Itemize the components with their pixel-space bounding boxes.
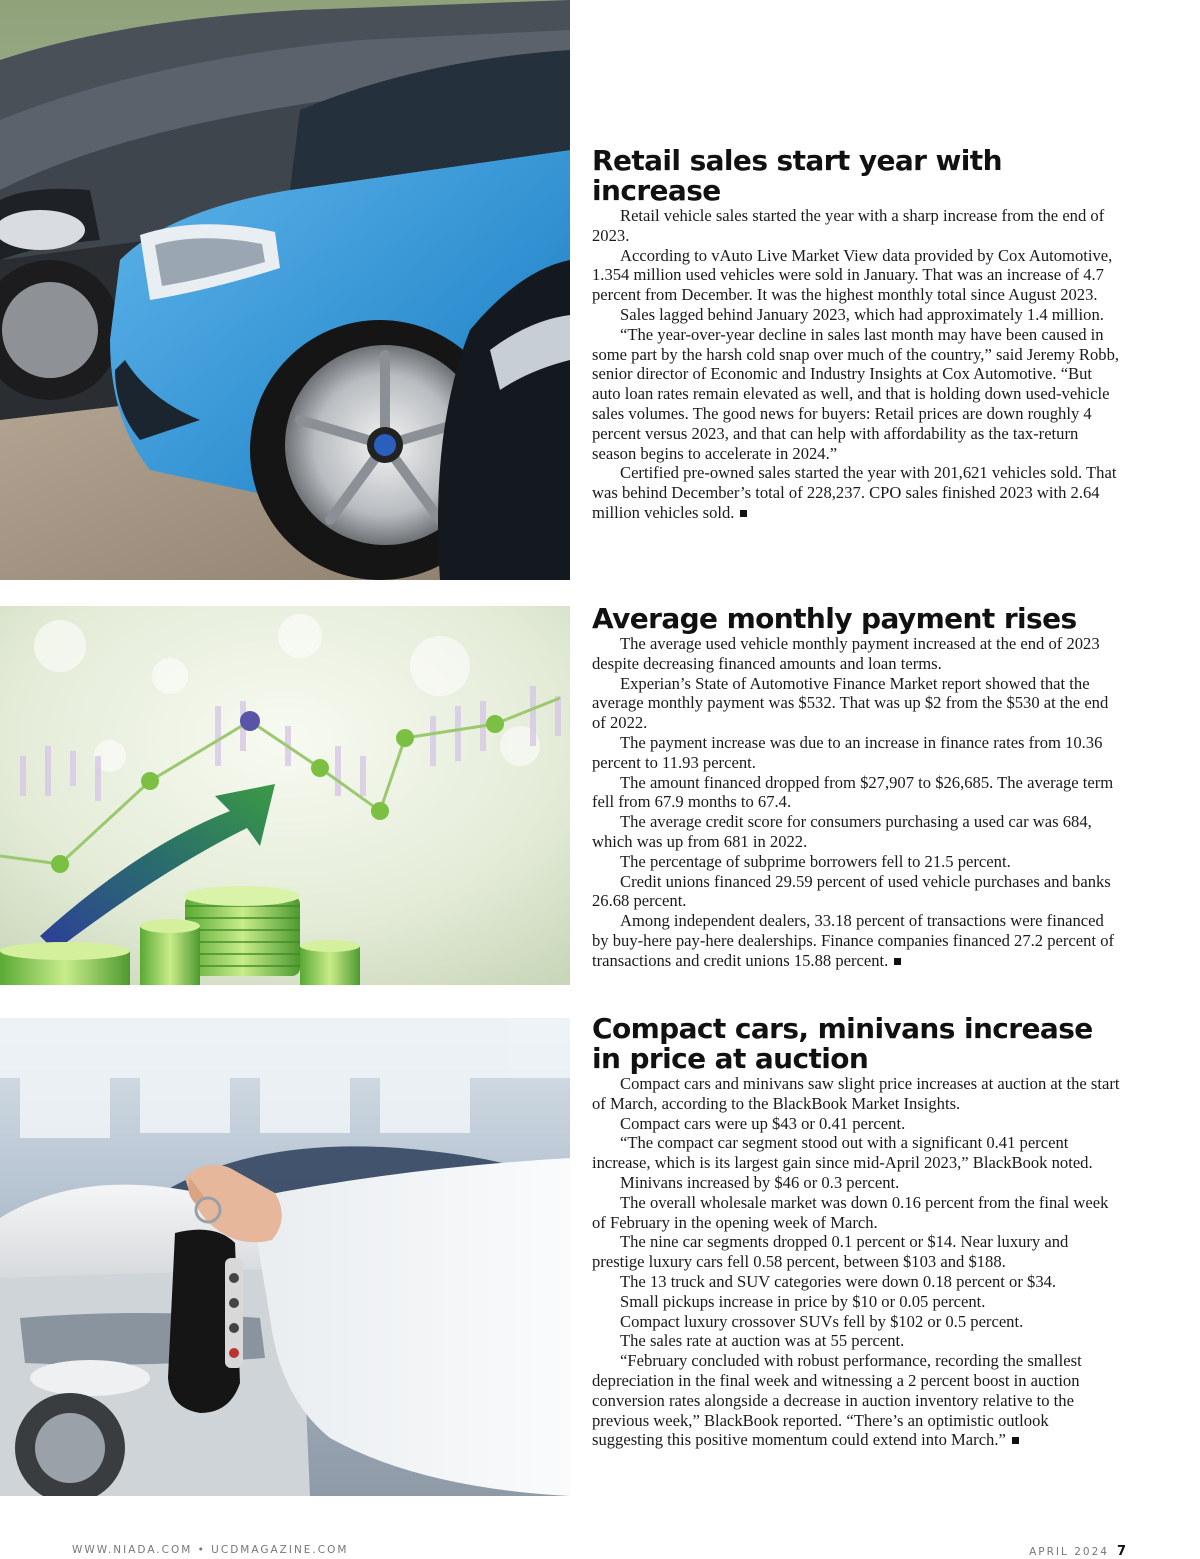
paragraph-text: Among independent dealers, 33.18 percent of transactions were financed by buy-here pay-here dealerships. Finance companies financed 27.2 percent of transactions and credit unions 15.88 percent. <box>592 911 1115 970</box>
article-retail-sales <box>592 146 1122 523</box>
paragraph: Experian’s State of Automotive Finance Market report showed that the average monthly payment was $532. That was up $2 from the $530 at the end of 2022. <box>592 673 1109 733</box>
paragraph: “The year-over-year decline in sales last month may have been caused in some part by the harsh cold snap over much of the country,” said Jeremy Robb, senior director of Economic and Industry Insights at Cox Automotive. “But auto loan rates remain elevated as well, and that is holding down used-vehicle sales volumes. The good news for buyers: Retail prices are down roughly 4 percent versus 2023, and that can help with affordability as the tax-return season begins to accelerate in 2024.” <box>592 324 1120 463</box>
article-headline: Average monthly payment rises <box>592 602 1077 635</box>
paragraph: Credit unions financed 29.59 percent of used vehicle purchases and banks 26.68 percent. <box>592 871 1111 911</box>
end-mark-icon <box>740 510 747 517</box>
paragraph: Small pickups increase in price by $10 or 0.05 percent. <box>620 1291 986 1311</box>
end-mark-icon <box>1012 1437 1019 1444</box>
paragraph-last <box>592 911 1122 970</box>
parked-cars-photo <box>0 0 570 580</box>
paragraph: Retail vehicle sales started the year with a sharp increase from the end of 2023. <box>592 206 1105 245</box>
paragraph: Compact cars were up $43 or 0.41 percent. <box>620 1113 906 1133</box>
paragraph: The percentage of subprime borrowers fell to 21.5 percent. <box>620 851 1011 871</box>
paragraph: The average used vehicle monthly payment increased at the end of 2023 despite decreasing financed amounts and loan terms. <box>592 634 1100 673</box>
paragraph: Minivans increased by $46 or 0.3 percent. <box>620 1172 900 1192</box>
paragraph: Sales lagged behind January 2023, which had approximately 1.4 million. <box>620 304 1104 324</box>
footer-website-link[interactable]: WWW.NIADA.COM • UCDMAGAZINE.COM <box>72 1544 349 1556</box>
article-auction-prices <box>592 1014 1122 1450</box>
article-headline: Compact cars, minivans increase in price at auction <box>592 1012 1093 1075</box>
paragraph: Compact luxury crossover SUVs fell by $102 or 0.5 percent. <box>620 1311 1024 1331</box>
page-number: 7 <box>1116 1544 1126 1559</box>
paragraph: The 13 truck and SUV categories were down 0.18 percent or $34. <box>620 1271 1057 1291</box>
footer-issue-info <box>1029 1544 1126 1559</box>
car-key-showroom-photo <box>0 1018 570 1496</box>
article-monthly-payment <box>592 604 1122 971</box>
article-headline: Retail sales start year with increase <box>592 144 1002 207</box>
issue-date: APRIL 2024 <box>1029 1546 1109 1558</box>
paragraph: “The compact car segment stood out with a significant 0.41 percent increase, which is its largest gain since mid-April 2023,” BlackBook noted. <box>592 1133 1093 1173</box>
article-body <box>592 206 1122 523</box>
paragraph-last <box>592 463 1122 522</box>
paragraph: The amount financed dropped from $27,907 to $26,685. The average term fell from 67.9 months to 67.4. <box>592 772 1114 812</box>
paragraph: The sales rate at auction was at 55 percent. <box>620 1331 905 1351</box>
paragraph: The overall wholesale market was down 0.16 percent from the final week of February in the opening week of March. <box>592 1192 1109 1232</box>
end-mark-icon <box>894 958 901 965</box>
paragraph-last <box>592 1351 1122 1450</box>
paragraph: Compact cars and minivans saw slight price increases at auction at the start of March, according to the BlackBook Market Insights. <box>592 1074 1120 1113</box>
paragraph: The average credit score for consumers purchasing a used car was 684, which was up from 681 in 2022. <box>592 812 1092 851</box>
paragraph: The nine car segments dropped 0.1 percent or $14. Near luxury and prestige luxury cars fell 0.58 percent, between $103 and $188. <box>592 1232 1069 1272</box>
article-body <box>592 634 1122 971</box>
paragraph: The payment increase was due to an increase in finance rates from 10.36 percent to 11.93 percent. <box>592 732 1103 772</box>
paragraph-text: “February concluded with robust performance, recording the smallest depreciation in the final week and witnessing a 2 percent boost in auction conversion rates alongside a decrease in auction inventory relative to the previous week,” BlackBook reported. “There’s an optimistic outlook suggesting this positive momentum could extend into March.” <box>592 1351 1082 1450</box>
rising-arrow-coins-photo <box>0 606 570 985</box>
paragraph-text: Certified pre-owned sales started the year with 201,621 vehicles sold. That was behind December’s total of 228,237. CPO sales finished 2023 with 2.64 million vehicles sold. <box>592 463 1117 522</box>
paragraph: According to vAuto Live Market View data provided by Cox Automotive, 1.354 million used vehicles were sold in January. That was an increase of 4.7 percent from December. It was the highest monthly total since August 2023. <box>592 245 1113 305</box>
article-body <box>592 1074 1122 1450</box>
